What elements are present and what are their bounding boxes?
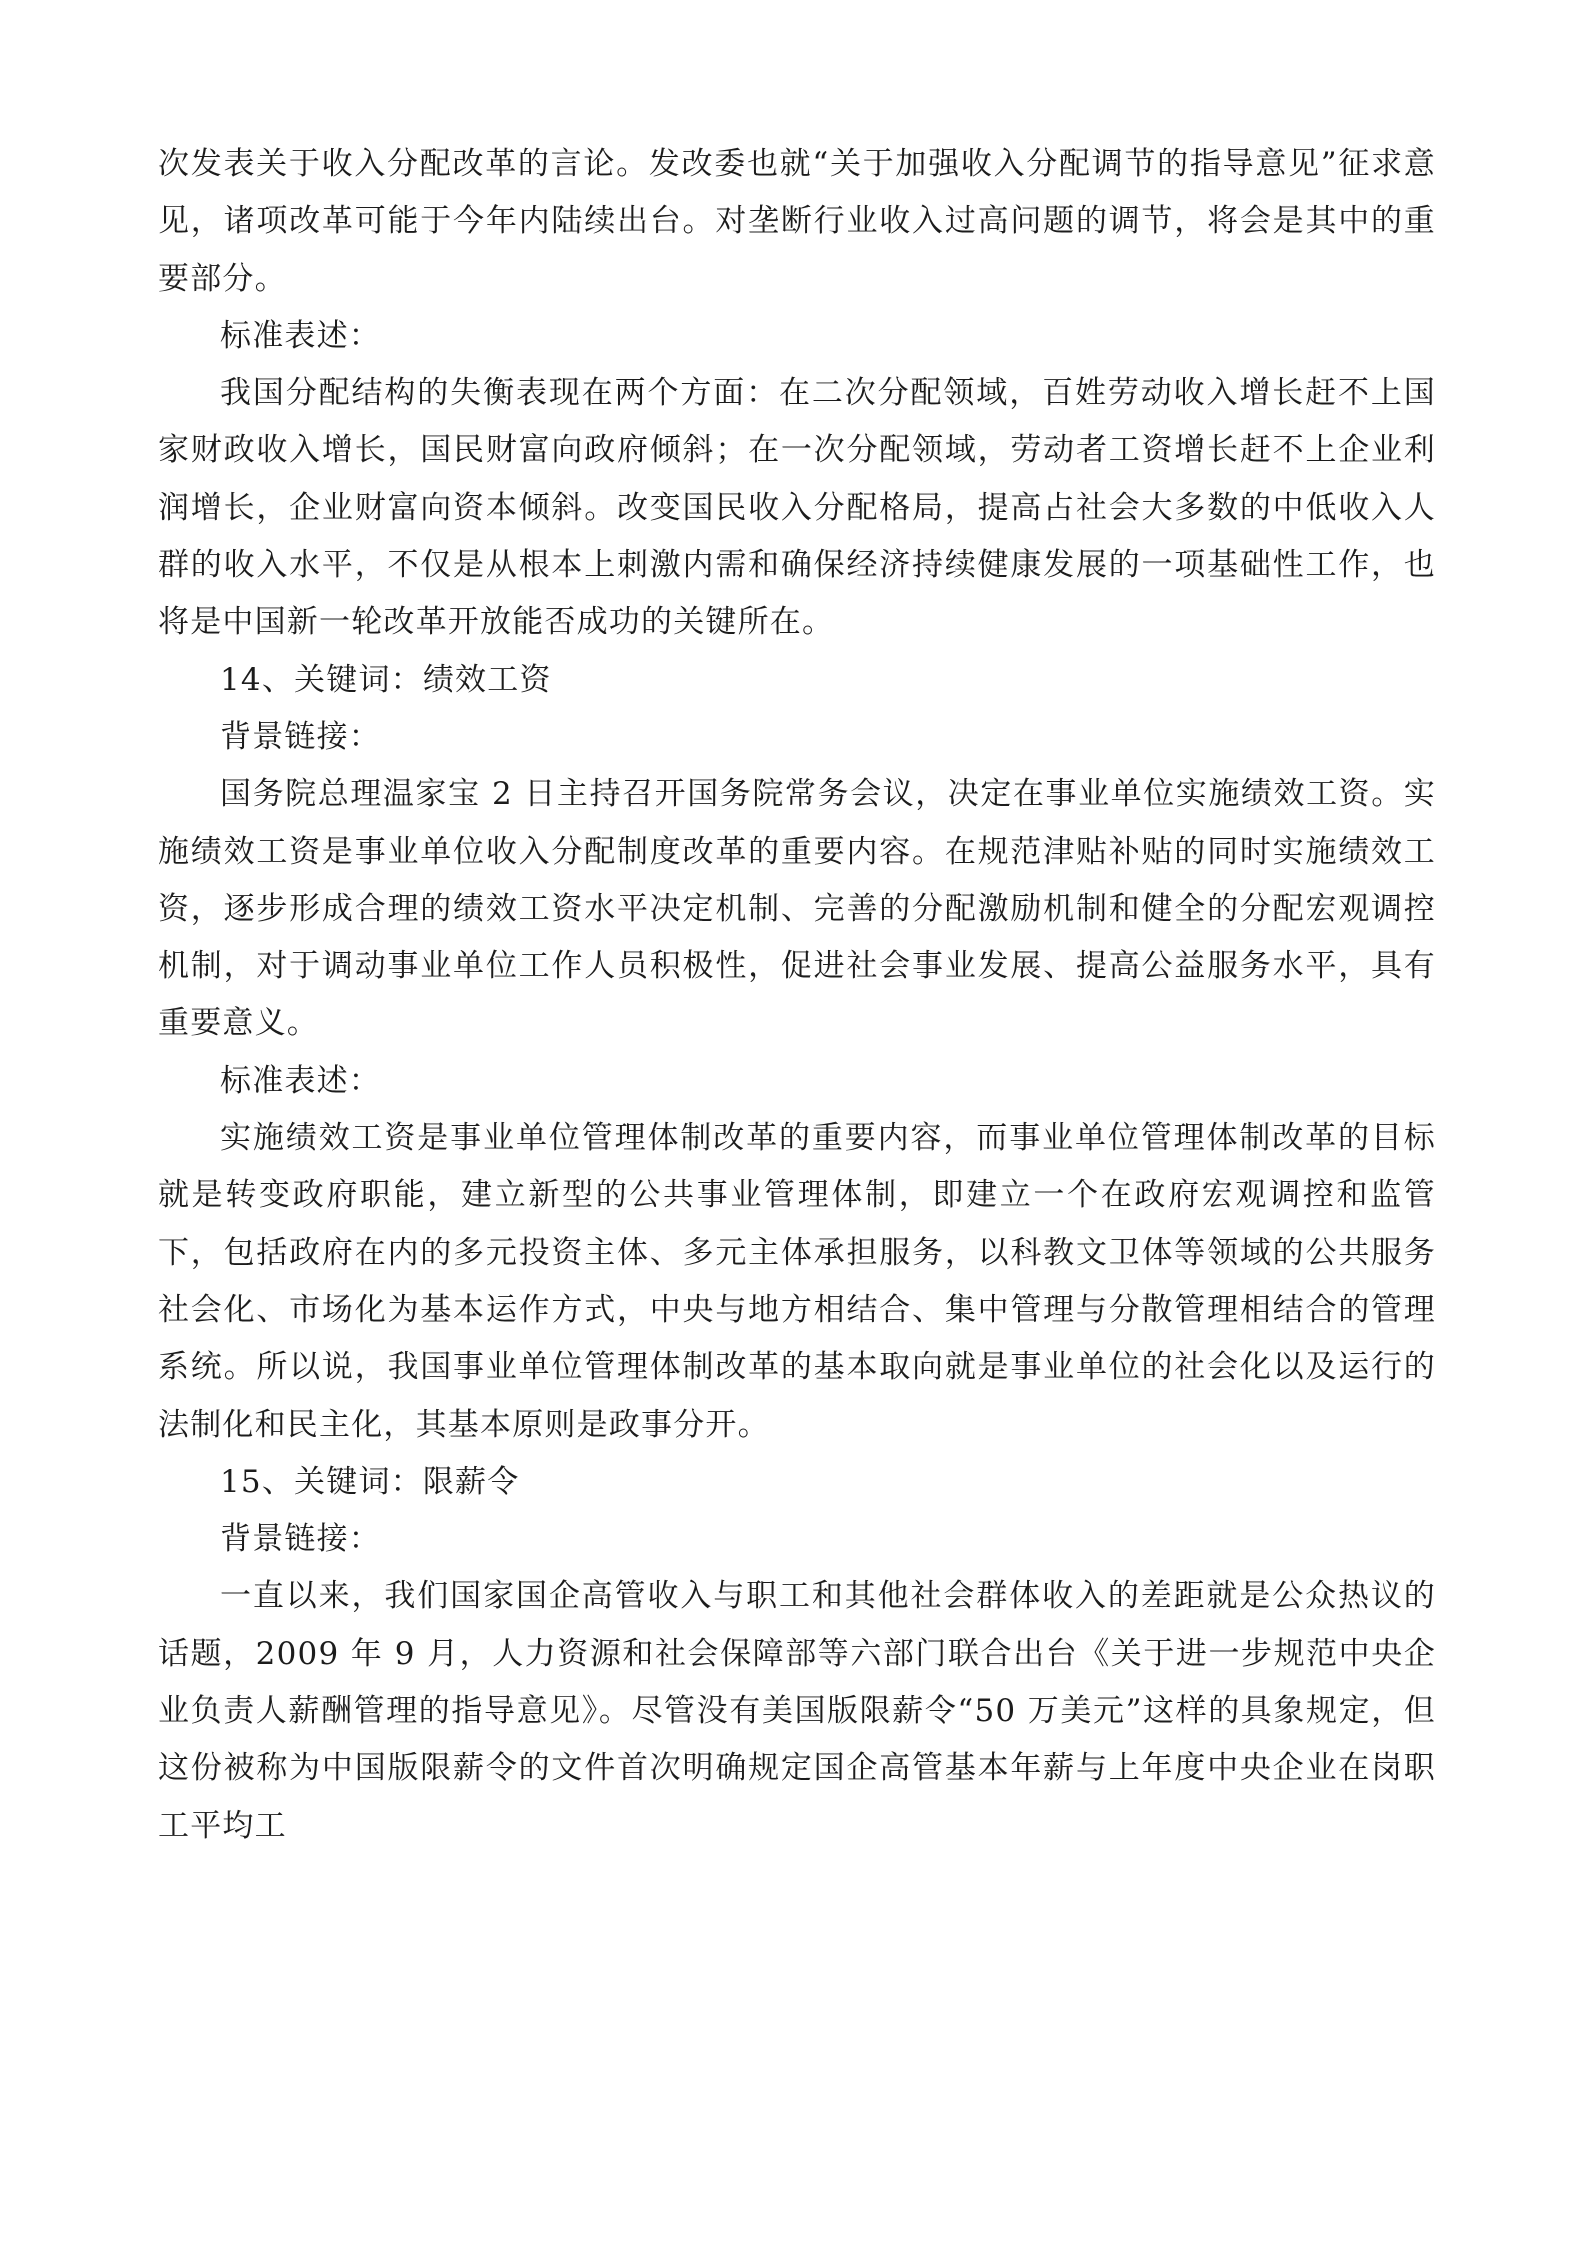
section-label-background: 背景链接：: [220, 718, 381, 755]
keyword-heading-15: 15、关键词：限薪令: [220, 1463, 520, 1500]
section-label-standard-statement: 标准表述：: [220, 1062, 381, 1099]
paragraph-continuation: 次发表关于收入分配改革的言论。发改委也就“关于加强收入分配调节的指导意见”征求意见，诸项改革可能于今年内陆续出台。对垄断行业收入过高问题的调节，将会是其中的重要部分。: [158, 146, 1436, 297]
paragraph-distribution-imbalance: 我国分配结构的失衡表现在两个方面：在二次分配领域，百姓劳动收入增长赶不上国家财政收入增长，国民财富向政府倾斜；在一次分配领域，劳动者工资增长赶不上企业利润增长，企业财富向资本倾斜。改变国民收入分配格局，提高占社会大多数的中低收入人群的收入水平，不仅是从根本上刺激内需和确保经济持续健康发展的一项基础性工作，也将是中国新一轮改革开放能否成功的关键所在。: [158, 375, 1436, 641]
document-body: [158, 136, 1436, 1855]
keyword-heading-14: 14、关键词：绩效工资: [220, 661, 552, 698]
paragraph-performance-pay-statement: 实施绩效工资是事业单位管理体制改革的重要内容，而事业单位管理体制改革的目标就是转变政府职能，建立新型的公共事业管理体制，即建立一个在政府宏观调控和监管下，包括政府在内的多元投资主体、多元主体承担服务，以科教文卫体等领域的公共服务社会化、市场化为基本运作方式，中央与地方相结合、集中管理与分散管理相结合的管理系统。所以说，我国事业单位管理体制改革的基本取向就是事业单位的社会化以及运行的法制化和民主化，其基本原则是政事分开。: [158, 1120, 1436, 1443]
section-label-standard-statement: 标准表述：: [220, 317, 381, 354]
paragraph-performance-pay-background: 国务院总理温家宝 2 日主持召开国务院常务会议，决定在事业单位实施绩效工资。实施绩效工资是事业单位收入分配制度改革的重要内容。在规范津贴补贴的同时实施绩效工资，逐步形成合理的绩效工资水平决定机制、完善的分配激励机制和健全的分配宏观调控机制，对于调动事业单位工作人员积极性，促进社会事业发展、提高公益服务水平，具有重要意义。: [158, 776, 1436, 1042]
paragraph-salary-cap-background: 一直以来，我们国家国企高管收入与职工和其他社会群体收入的差距就是公众热议的话题，2009 年 9 月，人力资源和社会保障部等六部门联合出台《关于进一步规范中央企业负责人薪酬管理的指导意见》。尽管没有美国版限薪令“50 万美元”这样的具象规定，但这份被称为中国版限薪令的文件首次明确规定国企高管基本年薪与上年度中央企业在岗职工平均工: [158, 1578, 1436, 1844]
section-label-background: 背景链接：: [220, 1521, 381, 1558]
